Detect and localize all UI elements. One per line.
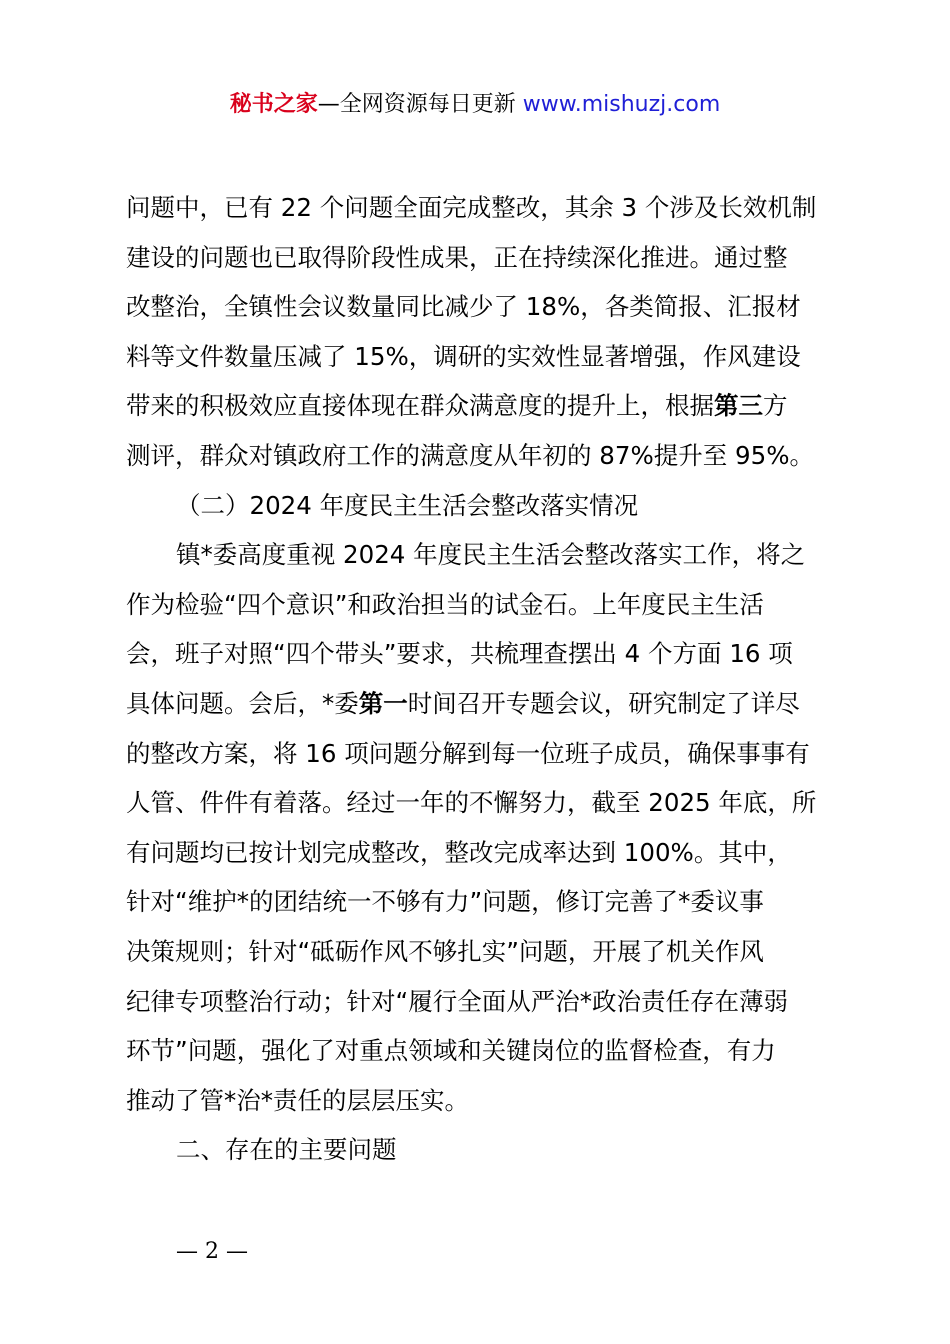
text-line: 的整改方案，将 16 项问题分解到每一位班子成员，确保事事有 [126, 738, 810, 768]
text-line: 推动了管*治*责任的层层压实。 [126, 1085, 469, 1115]
text-line [126, 679, 836, 729]
text-segment: 时间召开专题会议，研究制定了详尽 [407, 688, 800, 718]
text-segment: 具体问题。会后，*委 [126, 688, 359, 718]
text-line: 会，班子对照“四个带头”要求，共梳理查摆出 4 个方面 16 项 [126, 639, 793, 669]
paragraph-2024-rectification [126, 530, 836, 1125]
document-body [126, 183, 836, 1175]
text-segment: 带来的积极效应直接体现在群众满意度的提升上，根据 [126, 391, 714, 421]
section-heading-2024-review [126, 481, 836, 531]
text-line [126, 381, 836, 431]
text-line: 决策规则；针对“砥砺作风不够扎实”问题，开展了机关作风 [126, 936, 764, 966]
text-line: 改整治，全镇性会议数量同比减少了 18%，各类简报、汇报材 [126, 292, 801, 322]
text-line: 料等文件数量压减了 15%，调研的实效性显著增强，作风建设 [126, 341, 801, 371]
text-line: 镇*委高度重视 2024 年度民主生活会整改落实工作，将之 [176, 540, 806, 570]
text-line: 人管、件件有着落。经过一年的不懈努力，截至 2025 年底，所 [126, 788, 817, 818]
header-tagline: —全网资源每日更新 [317, 92, 523, 117]
section-heading-main-problems [126, 1125, 836, 1175]
site-header [0, 88, 950, 122]
text-line: 有问题均已按计划完成整改，整改完成率达到 100%。其中， [126, 837, 792, 867]
site-url-link[interactable]: www.mishuzj.com [522, 92, 721, 117]
heading-line: （二）2024 年度民主生活会整改落实情况 [176, 490, 639, 520]
text-line: 环节”问题，强化了对重点领域和关键岗位的监督检查，有力 [126, 1036, 776, 1066]
text-line: 测评，群众对镇政府工作的满意度从年初的 87%提升至 95%。 [126, 440, 814, 470]
text-segment: 方 [763, 391, 788, 421]
text-line: 问题中，已有 22 个问题全面完成整改，其余 3 个涉及长效机制 [126, 193, 817, 222]
bold-text: 第三 [714, 391, 763, 421]
bold-text: 第一 [358, 688, 408, 718]
paragraph-rectification-results [126, 183, 836, 481]
text-line: 针对“维护*的团结统一不够有力”问题，修订完善了*委议事 [126, 887, 764, 917]
brand-name: 秘书之家 [229, 92, 318, 117]
page-number: — 2 — [176, 1239, 248, 1264]
text-line: 建设的问题也已取得阶段性成果，正在持续深化推进。通过整 [126, 242, 788, 272]
text-line: 作为检验“四个意识”和政治担当的试金石。上年度民主生活 [126, 589, 764, 619]
heading-line: 二、存在的主要问题 [176, 1135, 397, 1165]
text-line: 纪律专项整治行动；针对“履行全面从严治*政治责任存在薄弱 [126, 986, 788, 1016]
